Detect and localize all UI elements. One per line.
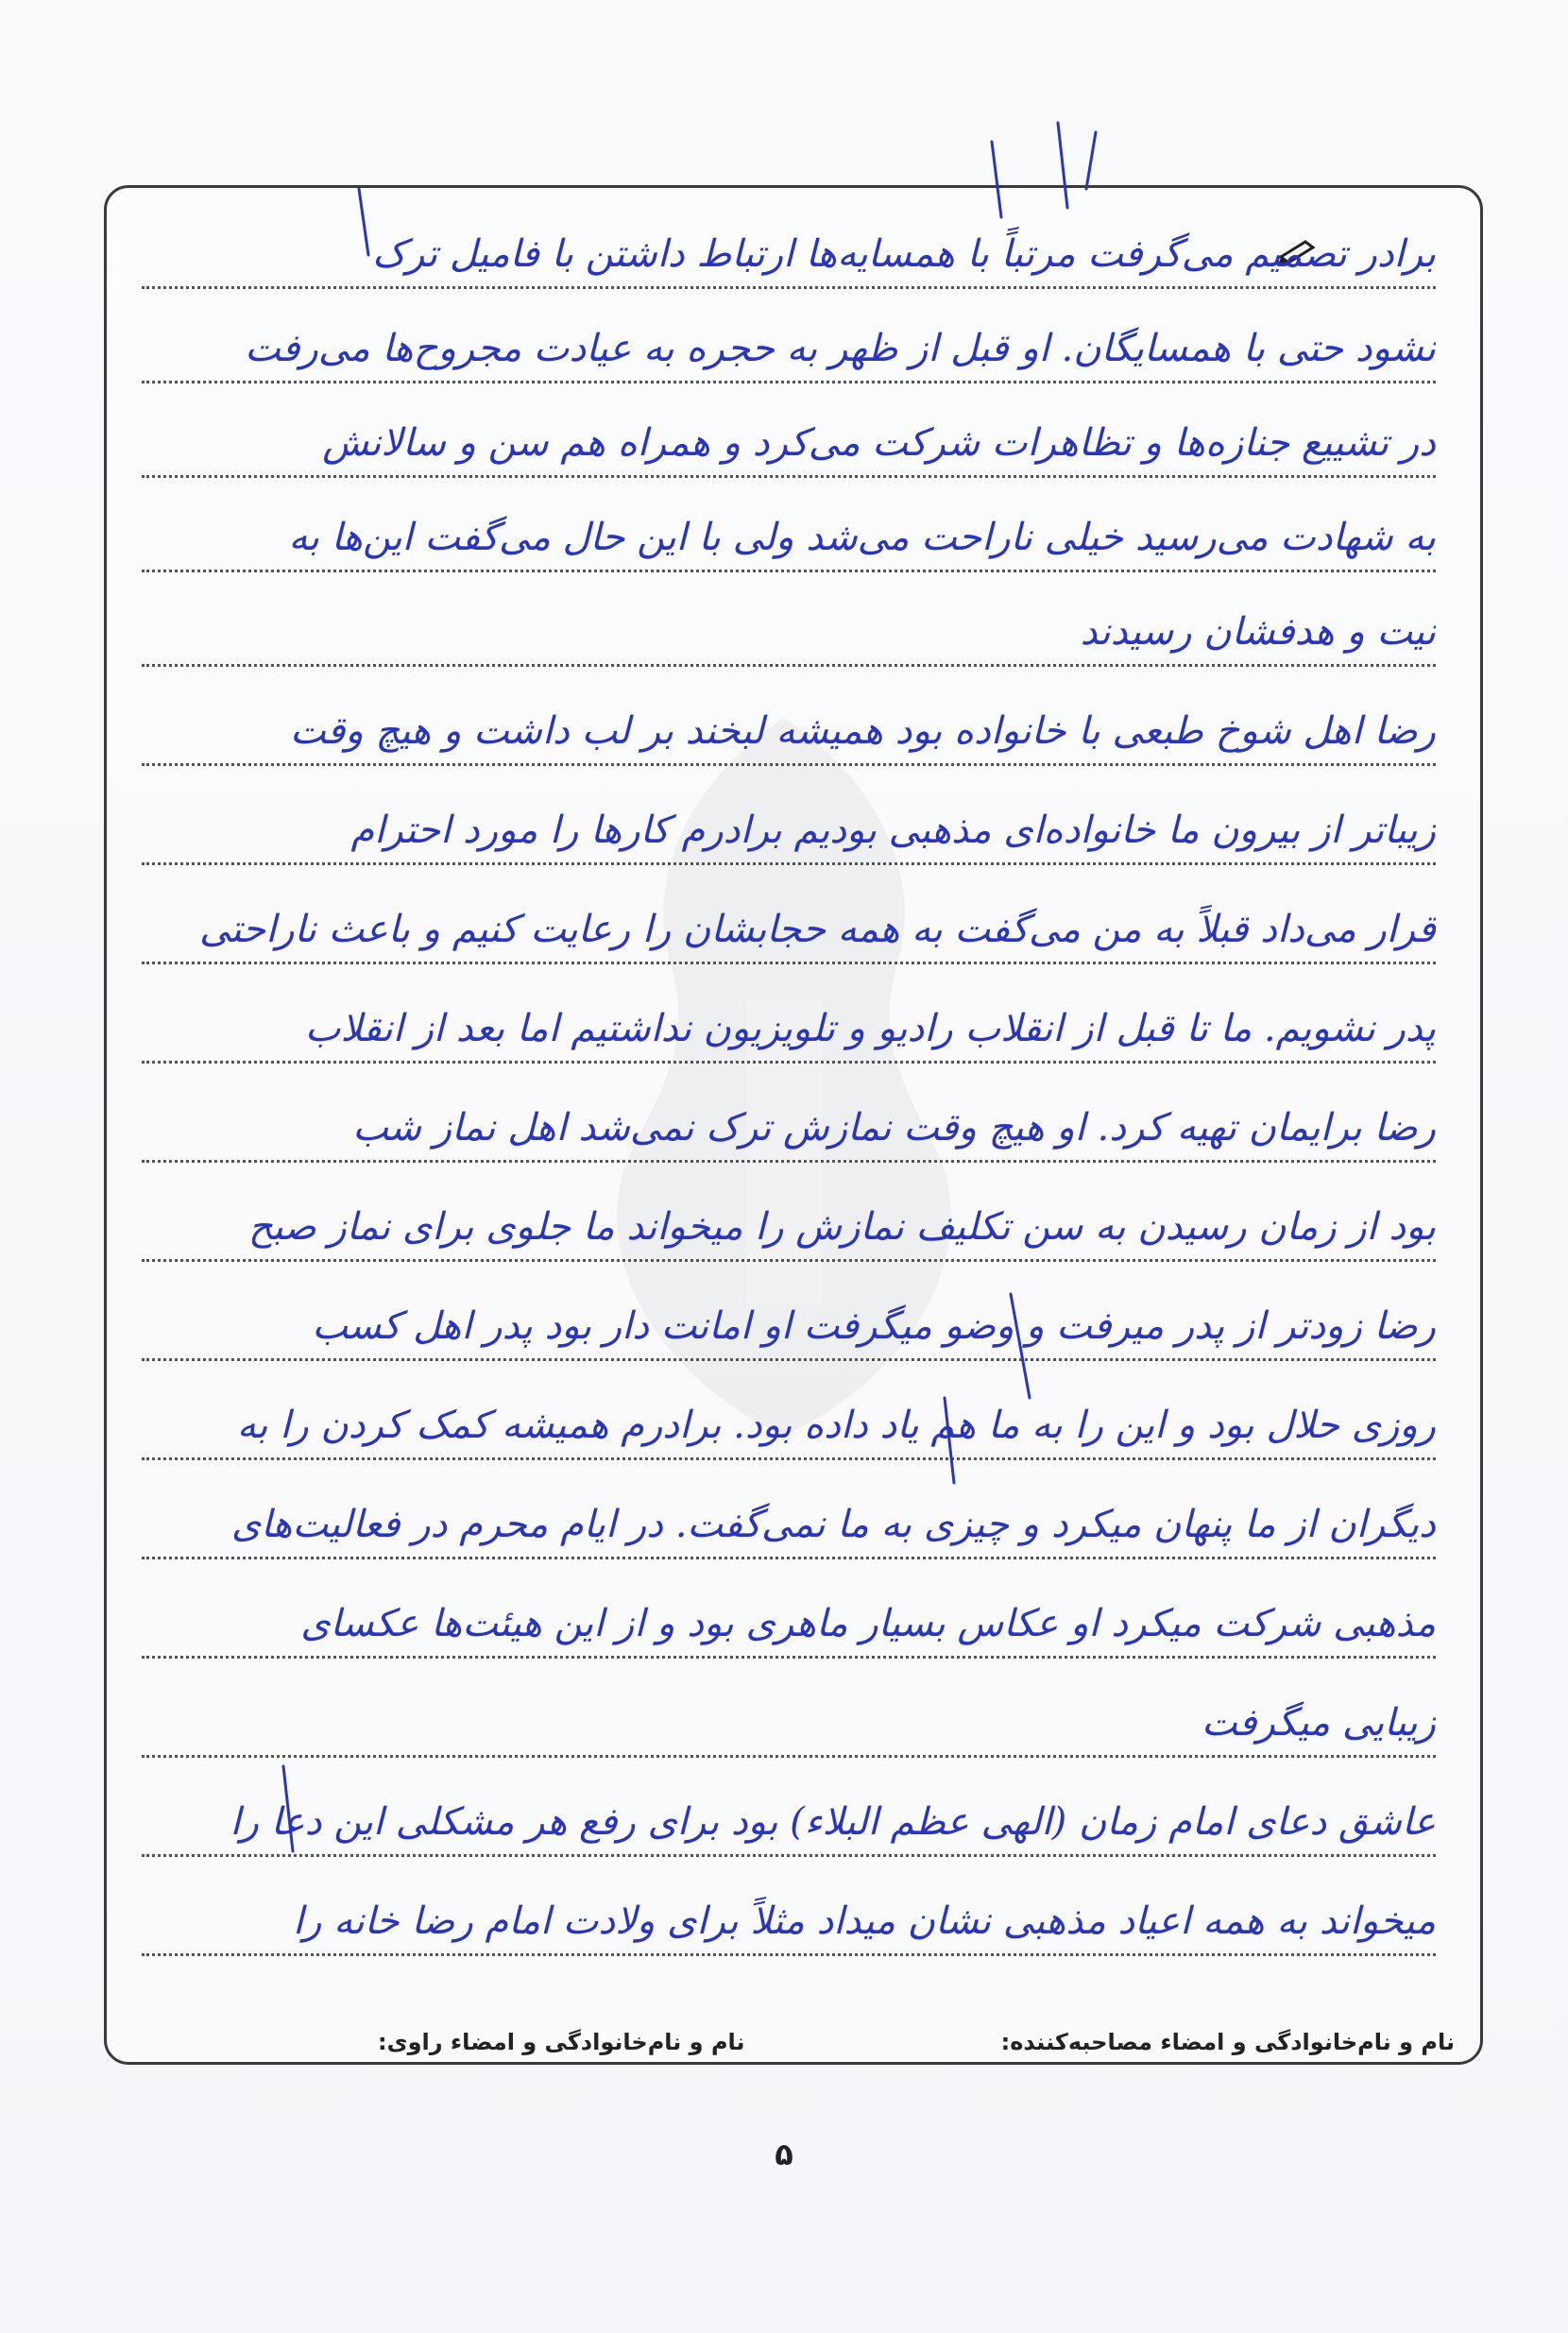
handwritten-text: رضا برایمان تهیه کرد. او هیچ وقت نمازش ترک نمی‌شد اهل نماز شب [352, 1106, 1436, 1149]
handwritten-text: نیت و هدفشان رسیدند [1080, 610, 1436, 654]
handwritten-text: رضا اهل شوخ طبعی با خانواده بود همیشه لبخند بر لب داشت و هیچ وقت [289, 709, 1436, 753]
handwritten-text: در تشییع جنازه‌ها و تظاهرات شرکت می‌کرد و همراه هم سن و سالانش [322, 421, 1436, 465]
handwritten-text: مذهبی شرکت میکرد او عکاس بسیار ماهری بود و از این هیئت‌ها عکسای [300, 1602, 1436, 1645]
handwritten-text: رضا زودتر از پدر میرفت و وضو میگرفت او امانت دار بود پدر اهل کسب [312, 1304, 1436, 1348]
narrator-signature-label: نام و نام‌خانوادگی و امضاء راوی: [378, 2029, 745, 2055]
handwritten-text: میخواند به همه اعیاد مذهبی نشان میداد مثلاً برای ولادت امام رضا خانه را [293, 1899, 1436, 1943]
handwritten-text: دیگران از ما پنهان میکرد و چیزی به ما نمی‌گفت. در ایام محرم در فعالیت‌های [230, 1503, 1436, 1546]
handwritten-text: روزی حلال بود و این را به ما هم یاد داده بود. برادرم همیشه کمک کردن را به [236, 1404, 1436, 1447]
interviewer-signature-label: نام و نام‌خانوادگی و امضاء مصاحبه‌کننده: [1000, 2029, 1455, 2055]
handwritten-text: قرار می‌داد قبلاً به من می‌گفت به همه حجابشان را رعایت کنیم و باعث ناراحتی [198, 908, 1436, 951]
handwritten-text: پدر نشویم. ما تا قبل از انقلاب رادیو و تلویزیون نداشتیم اما بعد از انقلاب [304, 1007, 1436, 1050]
handwritten-text: به شهادت می‌رسید خیلی ناراحت می‌شد ولی با این حال می‌گفت این‌ها به [288, 516, 1436, 559]
handwritten-text: زیبایی میگرفت [1202, 1701, 1436, 1745]
signature-footer [132, 2029, 1455, 2057]
handwritten-text: عاشق دعای امام زمان (الهی عظم البلاء) بود برای رفع هر مشکلی این دعا را [230, 1800, 1436, 1844]
handwritten-text: بود از زمان رسیدن به سن تکلیف نمازش را میخواند ما جلوی برای نماز صبح [247, 1205, 1436, 1249]
handwritten-text: برادر تصمیم می‌گرفت مرتباً با همسایه‌ها ارتباط داشتن با فامیل ترک [372, 232, 1436, 276]
page-number: ۵ [775, 2137, 793, 2172]
handwritten-text: زیباتر از بیرون ما خانواده‌ای مذهبی بودیم برادرم کارها را مورد احترام [350, 809, 1436, 852]
handwritten-text: نشود حتی با همسایگان. او قبل از ظهر به حجره به عیادت مجروح‌ها می‌رفت [245, 327, 1436, 370]
